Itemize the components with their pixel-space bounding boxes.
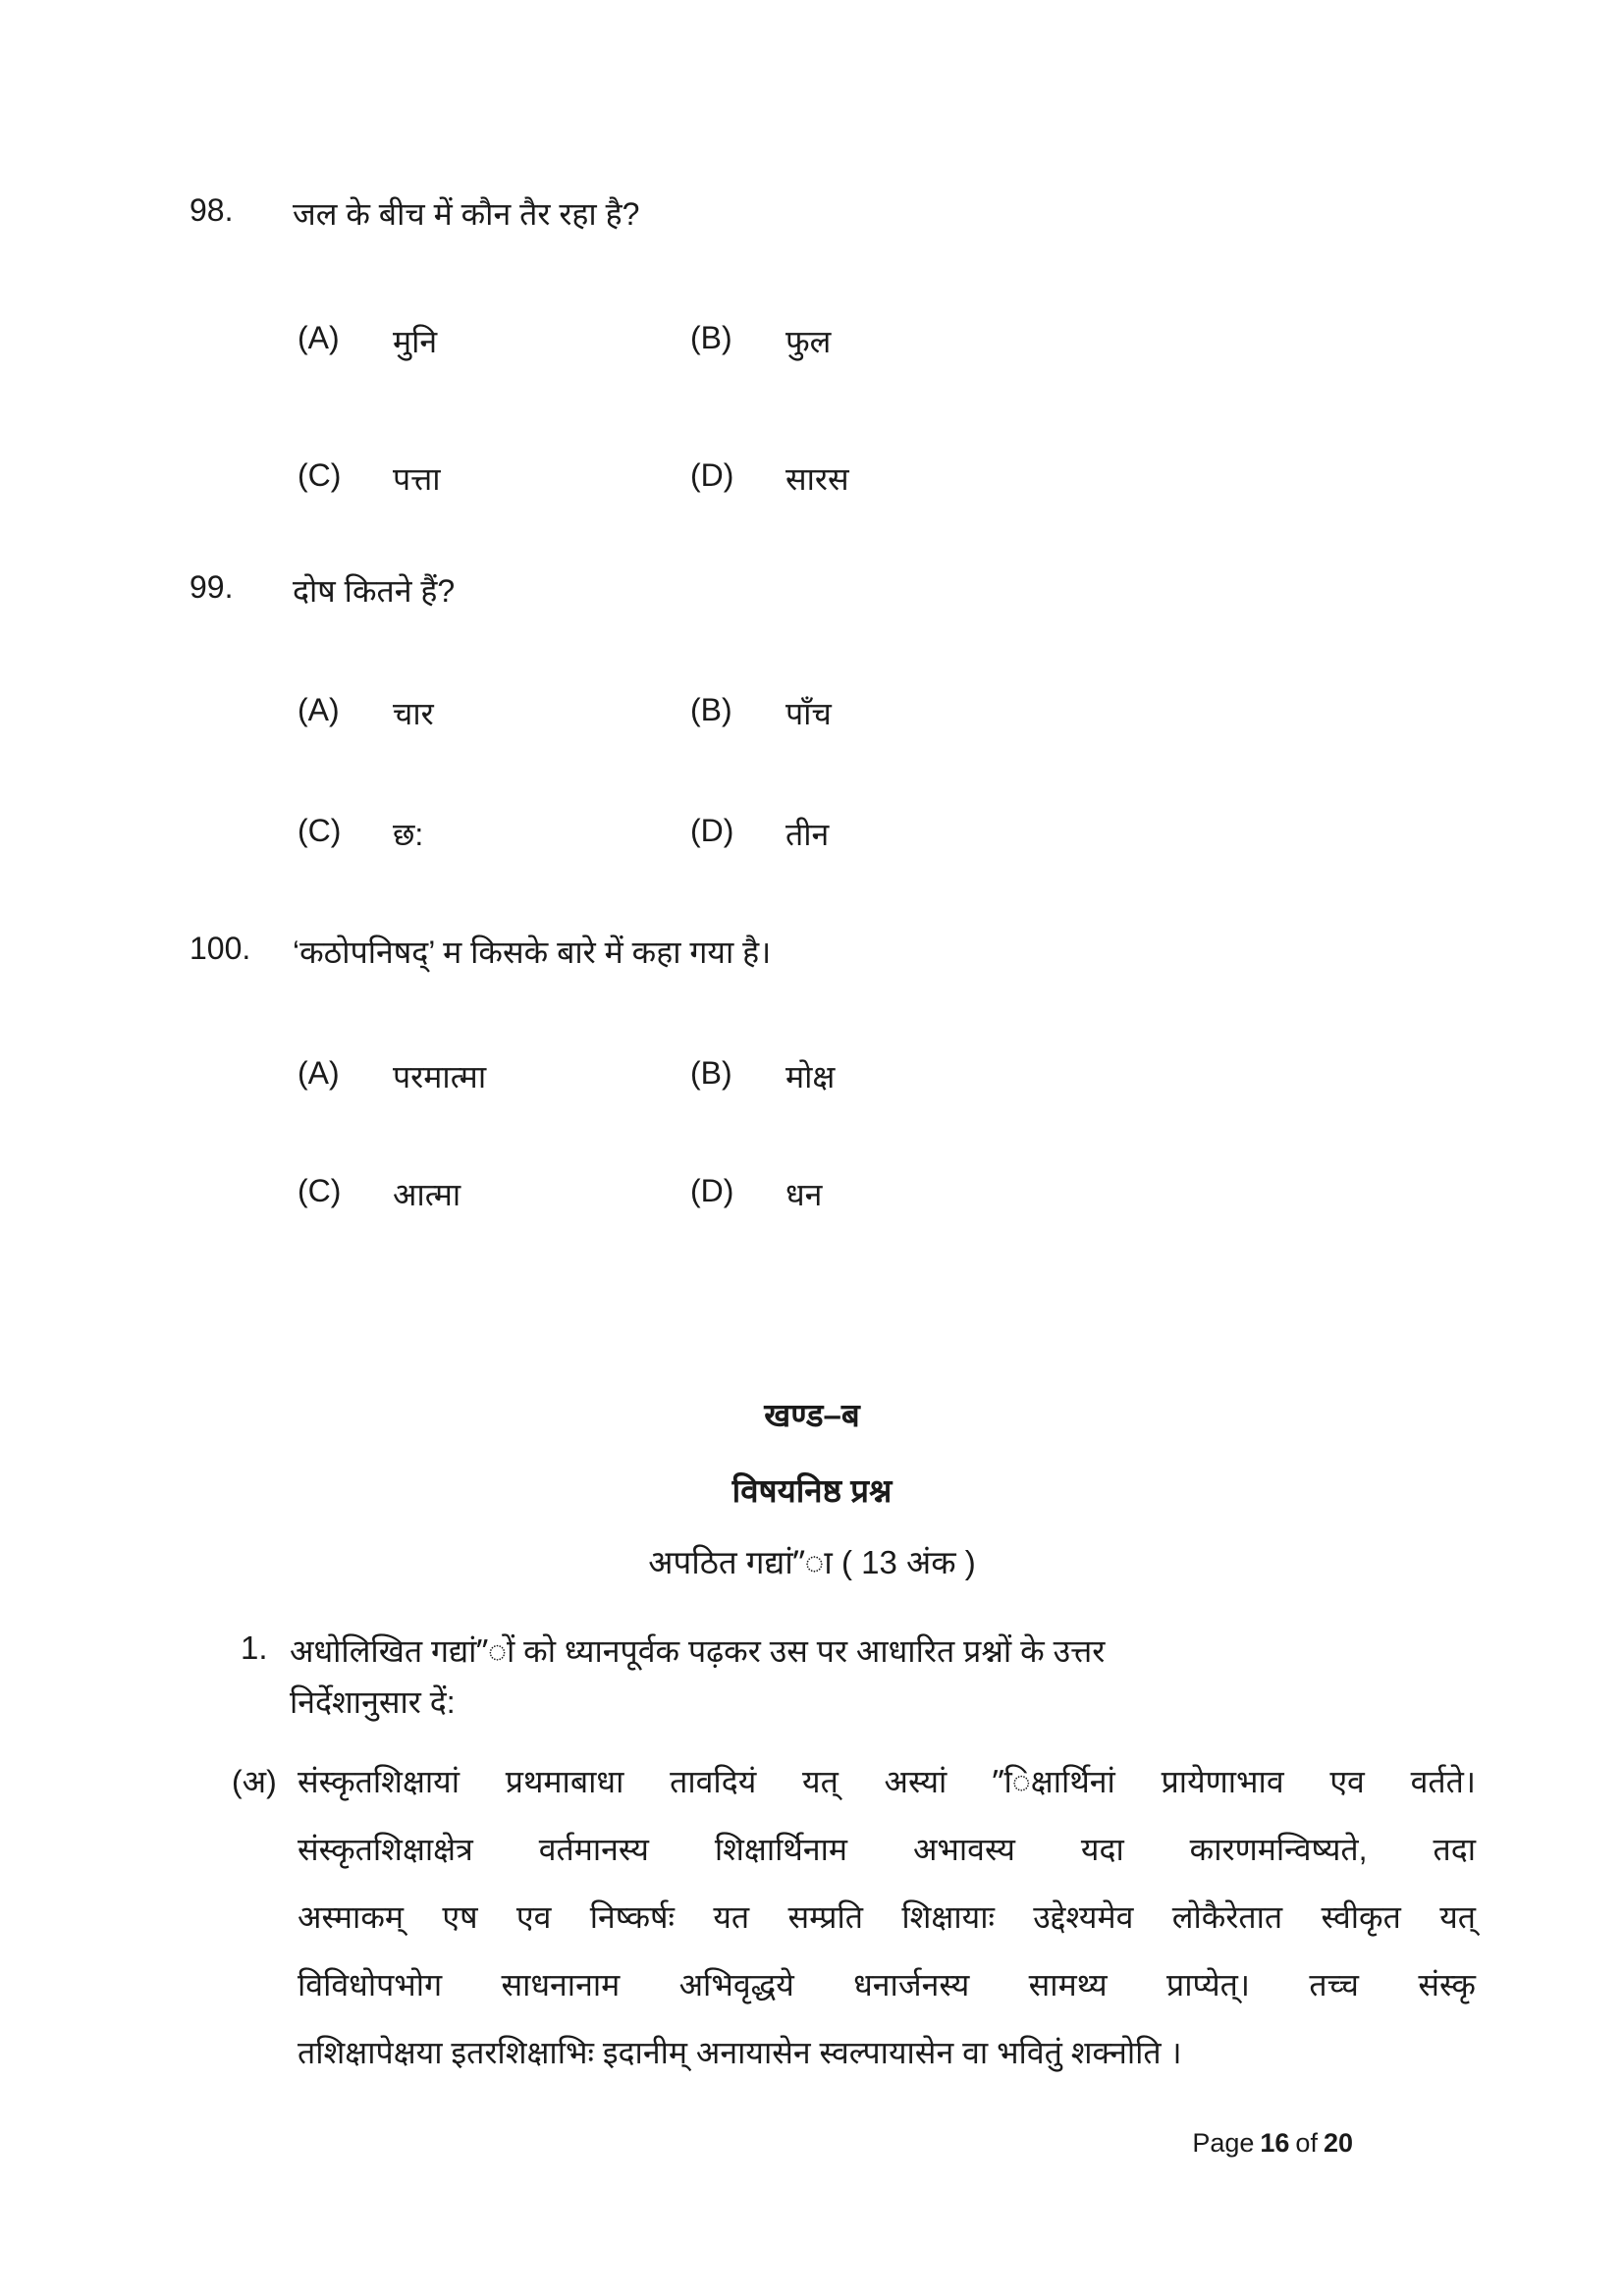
- instruction-line-2: [0, 1681, 1624, 1739]
- option-label-a: (A): [298, 320, 340, 355]
- passage-line-3: अस्माकम् एष एव निष्कर्षः यत सम्प्रति शिक्षायाः उद्देश्यमेव लोकैरेतात स्वीकृत यत्: [298, 1899, 1476, 1935]
- option-text-b: पाँच: [785, 696, 832, 731]
- option-label-d: (D): [690, 813, 734, 848]
- option-text-d: सारस: [785, 461, 849, 497]
- instruction-text: अधोलिखित गद्यां”ों को ध्यानपूर्वक पढ़कर उस पर आधारित प्रश्नों के उत्तर: [290, 1633, 1106, 1669]
- option-label-b: (B): [690, 692, 732, 727]
- option-text-b: फुल: [785, 324, 832, 359]
- footer-of-label: of: [1295, 2128, 1318, 2158]
- option-label-c: (C): [298, 457, 342, 493]
- option-text-a: मुनि: [393, 324, 438, 359]
- question-98-options-row-2: [0, 457, 1624, 516]
- instruction-number: 1.: [241, 1629, 268, 1666]
- passage-label: (अ): [232, 1764, 277, 1799]
- question-99-options-row-2: [0, 813, 1624, 872]
- instruction-text-continued: निर्देशानुसार दें:: [290, 1684, 456, 1720]
- question-98: [0, 192, 1624, 251]
- option-text-b: मोक्ष: [785, 1059, 836, 1095]
- option-text-d: तीन: [785, 817, 830, 852]
- instruction-line-1: [0, 1629, 1624, 1688]
- question-text: ‘कठोपनिषद्’ म किसके बारे में कहा गया है।: [293, 934, 772, 970]
- question-98-options-row-1: [0, 320, 1624, 379]
- option-label-d: (D): [690, 1173, 734, 1208]
- option-text-c: आत्मा: [393, 1177, 461, 1212]
- section-title: खण्ड–ब: [764, 1397, 860, 1433]
- option-text-d: धन: [785, 1177, 823, 1212]
- question-100-options-row-2: [0, 1173, 1624, 1232]
- section-subtitle: विषयनिष्ठ प्रश्न: [731, 1472, 893, 1509]
- passage-line-2: संस्कृतशिक्षाक्षेत्र वर्तमानस्य शिक्षार्थिनाम अभावस्य यदा कारणमन्विष्यते, तदा: [298, 1832, 1476, 1867]
- option-label-a: (A): [298, 692, 340, 727]
- option-label-b: (B): [690, 320, 732, 355]
- footer-page-prefix: Page: [1192, 2128, 1255, 2158]
- question-number: 98.: [189, 192, 234, 228]
- question-99-options-row-1: [0, 692, 1624, 751]
- footer-total-pages: 20: [1323, 2128, 1353, 2158]
- option-text-c: पत्ता: [393, 461, 441, 497]
- option-label-c: (C): [298, 813, 342, 848]
- question-number: 99.: [189, 569, 234, 605]
- question-99: [0, 569, 1624, 628]
- section-subheading: अपठित गद्यां”ा ( 13 अंक ): [648, 1544, 976, 1580]
- question-text: जल के बीच में कौन तैर रहा है?: [293, 196, 640, 232]
- option-label-d: (D): [690, 457, 734, 493]
- question-100: [0, 931, 1624, 989]
- option-text-c: छ:: [393, 817, 424, 852]
- option-label-c: (C): [298, 1173, 342, 1208]
- option-text-a: चार: [393, 696, 434, 731]
- passage-line-5: तशिक्षापेक्षया इतरशिक्षाभिः इदानीम् अनायासेन स्वल्पायासेन वा भवितुं शक्नोति ।: [298, 2035, 1182, 2070]
- page-footer: [1192, 2128, 1353, 2159]
- option-text-a: परमात्मा: [393, 1059, 487, 1095]
- option-label-a: (A): [298, 1055, 340, 1091]
- footer-page-number: 16: [1260, 2128, 1290, 2158]
- question-text: दोष कितने हैं?: [293, 573, 456, 609]
- question-100-options-row-1: [0, 1055, 1624, 1114]
- question-number: 100.: [189, 931, 251, 966]
- option-label-b: (B): [690, 1055, 732, 1091]
- passage-line-4: विविधोपभोग साधनानाम अभिवृद्धये धनार्जनस्य सामथ्य प्राप्येत्। तच्च संस्कृ: [298, 1967, 1476, 2002]
- passage-line-1: संस्कृतशिक्षायां प्रथमाबाधा तावदियं यत् अस्यां ”िक्षार्थिनां प्रायेणाभाव एव वर्तते।: [298, 1764, 1476, 1799]
